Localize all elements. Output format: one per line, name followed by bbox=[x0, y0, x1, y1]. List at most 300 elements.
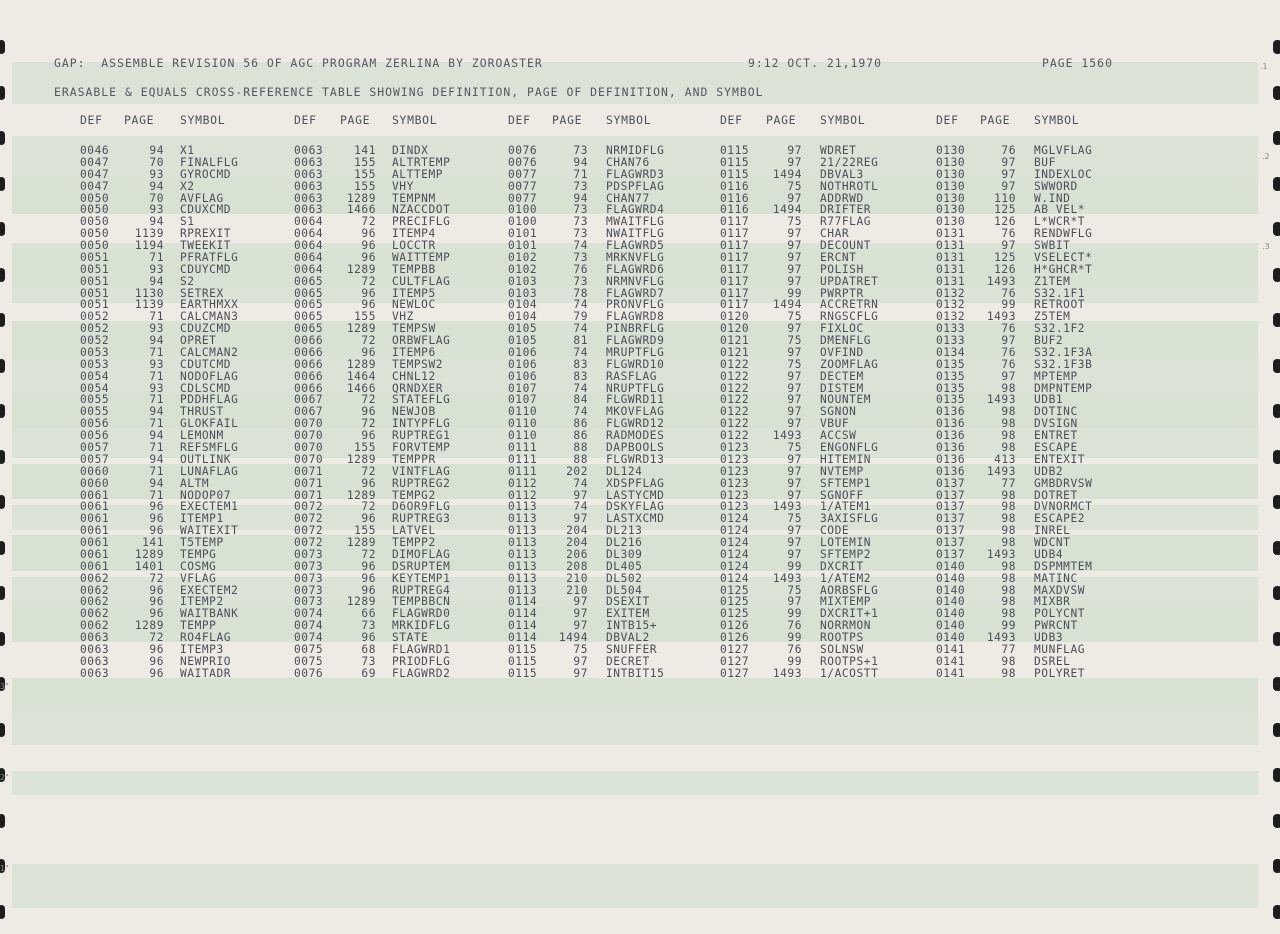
symbol-name: SFTEMP2 bbox=[820, 547, 872, 561]
symbol-name: MPTEMP bbox=[1034, 369, 1078, 383]
symbol-name: 21/22REG bbox=[820, 155, 879, 169]
def-address: 0073 bbox=[294, 559, 324, 573]
def-address: 0121 bbox=[720, 334, 750, 348]
definition-page: 94 bbox=[149, 215, 164, 229]
def-address: 0127 bbox=[720, 642, 750, 656]
def-address: 0113 bbox=[508, 500, 538, 514]
symbol-name: QRNDXER bbox=[392, 381, 444, 395]
symbol-name: SWWORD bbox=[1034, 179, 1078, 193]
feed-hole bbox=[0, 268, 5, 282]
def-address: 0137 bbox=[936, 488, 966, 502]
definition-page: 210 bbox=[566, 583, 588, 597]
definition-page: 98 bbox=[1001, 595, 1016, 609]
symbol-name: NOUNTEM bbox=[820, 393, 872, 407]
symbol-name: REFSMFLG bbox=[180, 441, 239, 454]
symbol-name: VFLAG bbox=[180, 571, 217, 585]
symbol-name: AB VEL* bbox=[1034, 203, 1086, 217]
definition-page: 1494 bbox=[772, 298, 802, 312]
def-address: 0064 bbox=[294, 227, 324, 241]
def-address: 0050 bbox=[80, 203, 110, 217]
symbol-name: DSKYFLAG bbox=[606, 500, 665, 514]
symbol-name: S1 bbox=[180, 215, 195, 229]
def-address: 0122 bbox=[720, 429, 750, 443]
symbol-name: RENDWFLG bbox=[1034, 227, 1093, 241]
def-address: 0137 bbox=[936, 512, 966, 526]
definition-page: 97 bbox=[1001, 155, 1016, 169]
def-address: 0060 bbox=[80, 464, 110, 478]
definition-page: 81 bbox=[573, 334, 588, 348]
def-address: 0124 bbox=[720, 536, 750, 550]
definition-page: 72 bbox=[361, 500, 376, 514]
symbol-name: NZACCDOT bbox=[392, 203, 451, 217]
def-address: 0074 bbox=[294, 607, 324, 621]
definition-page: 1130 bbox=[134, 286, 164, 300]
def-address: 0046 bbox=[80, 144, 110, 157]
symbol-name: DAPBOOLS bbox=[606, 441, 665, 454]
definition-page: 98 bbox=[1001, 559, 1016, 573]
symbol-name: TEMPG2 bbox=[392, 488, 436, 502]
symbol-name: MGLVFLAG bbox=[1034, 144, 1093, 157]
def-address: 0104 bbox=[508, 310, 538, 324]
definition-page: 75 bbox=[787, 179, 802, 193]
margin-mark: 2" bbox=[0, 773, 9, 782]
def-address: 0070 bbox=[294, 417, 324, 431]
definition-page: 71 bbox=[149, 345, 164, 359]
definition-page: 99 bbox=[787, 607, 802, 621]
def-address: 0126 bbox=[720, 631, 750, 645]
def-address: 0056 bbox=[80, 417, 110, 431]
definition-page: 75 bbox=[787, 441, 802, 454]
symbol-name: LASTXCMD bbox=[606, 512, 665, 526]
definition-page: 94 bbox=[149, 476, 164, 490]
def-address: 0113 bbox=[508, 536, 538, 550]
symbol-name: INTB15+ bbox=[606, 619, 658, 633]
def-address: 0124 bbox=[720, 524, 750, 538]
definition-page: 74 bbox=[573, 322, 588, 336]
definition-page: 1493 bbox=[986, 631, 1016, 645]
def-address: 0134 bbox=[936, 345, 966, 359]
def-address: 0071 bbox=[294, 464, 324, 478]
symbol-name: WAITTEMP bbox=[392, 250, 451, 264]
symbol-name: CDUZCMD bbox=[180, 322, 232, 336]
feed-hole bbox=[1273, 586, 1280, 600]
def-address: 0072 bbox=[294, 536, 324, 550]
definition-page: 88 bbox=[573, 452, 588, 466]
def-address: 0066 bbox=[294, 357, 324, 371]
definition-page: 84 bbox=[573, 393, 588, 407]
def-address: 0140 bbox=[936, 571, 966, 585]
def-address: 0053 bbox=[80, 345, 110, 359]
definition-page: 71 bbox=[149, 464, 164, 478]
definition-page: 97 bbox=[787, 452, 802, 466]
def-address: 0074 bbox=[294, 631, 324, 645]
symbol-name: FLAGWRD0 bbox=[392, 607, 451, 621]
def-address: 0067 bbox=[294, 405, 324, 419]
definition-page: 96 bbox=[149, 607, 164, 621]
column-header-page: PAGE bbox=[766, 113, 797, 127]
def-address: 0130 bbox=[936, 215, 966, 229]
symbol-name: LUNAFLAG bbox=[180, 464, 239, 478]
def-address: 0131 bbox=[936, 274, 966, 288]
def-address: 0050 bbox=[80, 215, 110, 229]
definition-page: 98 bbox=[1001, 536, 1016, 550]
def-address: 0060 bbox=[80, 476, 110, 490]
def-address: 0100 bbox=[508, 215, 538, 229]
symbol-name: DOTRET bbox=[1034, 488, 1078, 502]
def-address: 0105 bbox=[508, 322, 538, 336]
definition-page: 99 bbox=[1001, 619, 1016, 633]
symbol-name: SETREX bbox=[180, 286, 224, 300]
def-address: 0137 bbox=[936, 536, 966, 550]
def-address: 0125 bbox=[720, 595, 750, 609]
def-address: 0122 bbox=[720, 381, 750, 395]
def-address: 0052 bbox=[80, 322, 110, 336]
symbol-name: VSELECT* bbox=[1034, 250, 1093, 264]
definition-page: 1493 bbox=[986, 393, 1016, 407]
def-address: 0055 bbox=[80, 393, 110, 407]
def-address: 0130 bbox=[936, 167, 966, 181]
definition-page: 94 bbox=[149, 144, 164, 157]
definition-page: 73 bbox=[361, 619, 376, 633]
definition-page: 1493 bbox=[986, 547, 1016, 561]
definition-page: 69 bbox=[361, 666, 376, 680]
symbol-name: NRUPTFLG bbox=[606, 381, 665, 395]
symbol-name: S32.1F1 bbox=[1034, 286, 1086, 300]
symbol-name: INDEXLOC bbox=[1034, 167, 1093, 181]
column-header-page: PAGE bbox=[552, 113, 583, 127]
definition-page: 70 bbox=[149, 191, 164, 205]
def-address: 0051 bbox=[80, 262, 110, 276]
symbol-name: S2 bbox=[180, 274, 195, 288]
definition-page: 72 bbox=[361, 274, 376, 288]
def-address: 0065 bbox=[294, 286, 324, 300]
def-address: 0111 bbox=[508, 464, 538, 478]
definition-page: 74 bbox=[573, 239, 588, 253]
symbol-name: GLOKFAIL bbox=[180, 417, 239, 431]
symbol-name: BUF2 bbox=[1034, 334, 1064, 348]
definition-page: 96 bbox=[361, 583, 376, 597]
def-address: 0065 bbox=[294, 310, 324, 324]
def-address: 0132 bbox=[936, 310, 966, 324]
definition-page: 96 bbox=[361, 250, 376, 264]
definition-page: 71 bbox=[149, 369, 164, 383]
definition-page: 1493 bbox=[986, 464, 1016, 478]
symbol-name: PRONVFLG bbox=[606, 298, 665, 312]
symbol-name: WDRET bbox=[820, 144, 857, 157]
symbol-name: ESCAPE bbox=[1034, 441, 1078, 454]
def-address: 0106 bbox=[508, 345, 538, 359]
def-address: 0113 bbox=[508, 524, 538, 538]
feed-hole bbox=[1273, 814, 1280, 828]
feed-hole bbox=[1273, 905, 1280, 919]
definition-page: 141 bbox=[142, 536, 164, 550]
definition-page: 73 bbox=[573, 250, 588, 264]
definition-page: 202 bbox=[566, 464, 588, 478]
definition-page: 74 bbox=[573, 298, 588, 312]
feed-hole bbox=[0, 131, 5, 145]
definition-page: 70 bbox=[149, 155, 164, 169]
definition-page: 71 bbox=[149, 441, 164, 454]
def-address: 0106 bbox=[508, 357, 538, 371]
def-address: 0141 bbox=[936, 642, 966, 656]
symbol-name: ROOTPS bbox=[820, 631, 864, 645]
definition-page: 94 bbox=[149, 179, 164, 193]
def-address: 0123 bbox=[720, 452, 750, 466]
def-address: 0116 bbox=[720, 191, 750, 205]
definition-page: 96 bbox=[149, 654, 164, 668]
def-address: 0066 bbox=[294, 369, 324, 383]
column-header-page: PAGE bbox=[340, 113, 371, 127]
symbol-name: POLYRET bbox=[1034, 666, 1086, 680]
definition-page: 76 bbox=[1001, 345, 1016, 359]
definition-page: 72 bbox=[361, 417, 376, 431]
def-address: 0065 bbox=[294, 298, 324, 312]
definition-page: 204 bbox=[566, 524, 588, 538]
def-address: 0127 bbox=[720, 666, 750, 680]
def-address: 0122 bbox=[720, 405, 750, 419]
symbol-name: UDB2 bbox=[1034, 464, 1064, 478]
definition-page: 1289 bbox=[346, 595, 376, 609]
symbol-name: FINALFLG bbox=[180, 155, 239, 169]
symbol-name: UDB4 bbox=[1034, 547, 1064, 561]
def-address: 0115 bbox=[720, 155, 750, 169]
column-header-symbol: SYMBOL bbox=[392, 113, 438, 127]
definition-page: 97 bbox=[573, 595, 588, 609]
definition-page: 98 bbox=[1001, 405, 1016, 419]
symbol-name: ITEMP5 bbox=[392, 286, 436, 300]
symbol-name: FLAGWRD4 bbox=[606, 203, 665, 217]
def-address: 0056 bbox=[80, 429, 110, 443]
def-address: 0114 bbox=[508, 631, 538, 645]
def-address: 0124 bbox=[720, 547, 750, 561]
definition-page: 72 bbox=[149, 571, 164, 585]
feed-hole bbox=[1273, 768, 1280, 782]
margin-mark: 3" bbox=[0, 682, 9, 691]
definition-page: 155 bbox=[354, 524, 376, 538]
definition-page: 73 bbox=[573, 215, 588, 229]
definition-page: 83 bbox=[573, 357, 588, 371]
symbol-name: MIXBR bbox=[1034, 595, 1071, 609]
definition-page: 208 bbox=[566, 559, 588, 573]
def-address: 0047 bbox=[80, 167, 110, 181]
feed-hole bbox=[0, 723, 5, 737]
definition-page: 98 bbox=[1001, 571, 1016, 585]
symbol-name: SGNOFF bbox=[820, 488, 864, 502]
def-address: 0072 bbox=[294, 512, 324, 526]
def-address: 0075 bbox=[294, 642, 324, 656]
symbol-name: NODOP07 bbox=[180, 488, 232, 502]
symbol-name: SFTEMP1 bbox=[820, 476, 872, 490]
assembly-title: GAP: ASSEMBLE REVISION 56 OF AGC PROGRAM ZERLINA BY ZOROASTER bbox=[54, 56, 543, 70]
symbol-name: NOTHROTL bbox=[820, 179, 879, 193]
feed-hole bbox=[0, 177, 5, 191]
feed-hole bbox=[0, 86, 5, 100]
definition-page: 73 bbox=[573, 144, 588, 157]
def-address: 0101 bbox=[508, 239, 538, 253]
symbol-name: ITEMP1 bbox=[180, 512, 224, 526]
definition-page: 97 bbox=[1001, 167, 1016, 181]
def-address: 0122 bbox=[720, 417, 750, 431]
feed-hole bbox=[1273, 131, 1280, 145]
def-address: 0050 bbox=[80, 191, 110, 205]
def-address: 0107 bbox=[508, 393, 538, 407]
definition-page: 97 bbox=[1001, 179, 1016, 193]
def-address: 0077 bbox=[508, 179, 538, 193]
def-address: 0130 bbox=[936, 179, 966, 193]
feed-hole bbox=[0, 359, 5, 373]
def-address: 0063 bbox=[80, 666, 110, 680]
symbol-name: ORBWFLAG bbox=[392, 334, 451, 348]
symbol-name: RPREXIT bbox=[180, 227, 232, 241]
def-address: 0062 bbox=[80, 595, 110, 609]
def-address: 0135 bbox=[936, 393, 966, 407]
symbol-name: XDSPFLAG bbox=[606, 476, 665, 490]
definition-page: 206 bbox=[566, 547, 588, 561]
symbol-name: NVTEMP bbox=[820, 464, 864, 478]
definition-page: 75 bbox=[787, 310, 802, 324]
symbol-name: INTBIT15 bbox=[606, 666, 665, 680]
symbol-name: FORVTEMP bbox=[392, 441, 451, 454]
symbol-name: VHY bbox=[392, 179, 414, 193]
feed-hole bbox=[0, 40, 5, 54]
symbol-name: RUPTREG4 bbox=[392, 583, 451, 597]
symbol-name: FLAGWRD5 bbox=[606, 239, 665, 253]
def-address: 0123 bbox=[720, 464, 750, 478]
def-address: 0140 bbox=[936, 559, 966, 573]
symbol-name: CODE bbox=[820, 524, 850, 538]
symbol-name: ENGONFLG bbox=[820, 441, 879, 454]
definition-page: 75 bbox=[787, 334, 802, 348]
definition-page: 98 bbox=[1001, 524, 1016, 538]
definition-page: 97 bbox=[787, 405, 802, 419]
definition-page: 141 bbox=[354, 144, 376, 157]
def-address: 0062 bbox=[80, 619, 110, 633]
symbol-name: SWBIT bbox=[1034, 239, 1071, 253]
definition-page: 97 bbox=[787, 417, 802, 431]
def-address: 0127 bbox=[720, 654, 750, 668]
symbol-name: NORRMON bbox=[820, 619, 872, 633]
definition-page: 71 bbox=[149, 250, 164, 264]
def-address: 0057 bbox=[80, 441, 110, 454]
def-address: 0117 bbox=[720, 250, 750, 264]
def-address: 0104 bbox=[508, 298, 538, 312]
symbol-name: RUPTREG2 bbox=[392, 476, 451, 490]
definition-page: 97 bbox=[787, 369, 802, 383]
symbol-name: WAITADR bbox=[180, 666, 232, 680]
definition-page: 74 bbox=[573, 500, 588, 514]
def-address: 0077 bbox=[508, 191, 538, 205]
symbol-name: CHAR bbox=[820, 227, 850, 241]
def-address: 0047 bbox=[80, 155, 110, 169]
definition-page: 86 bbox=[573, 417, 588, 431]
symbol-name: RADMODES bbox=[606, 429, 665, 443]
definition-page: 97 bbox=[1001, 369, 1016, 383]
def-address: 0141 bbox=[936, 654, 966, 668]
definition-page: 86 bbox=[573, 429, 588, 443]
symbol-name: CALCMAN2 bbox=[180, 345, 239, 359]
definition-page: 72 bbox=[361, 393, 376, 407]
symbol-name: MIXTEMP bbox=[820, 595, 872, 609]
def-address: 0140 bbox=[936, 595, 966, 609]
definition-page: 97 bbox=[787, 464, 802, 478]
symbol-name: 1/ATEM2 bbox=[820, 571, 872, 585]
symbol-name: PWRPTR bbox=[820, 286, 864, 300]
symbol-name: S32.1F3A bbox=[1034, 345, 1093, 359]
definition-page: 1493 bbox=[986, 274, 1016, 288]
def-address: 0132 bbox=[936, 298, 966, 312]
symbol-name: LASTYCMD bbox=[606, 488, 665, 502]
definition-page: 97 bbox=[573, 512, 588, 526]
definition-page: 96 bbox=[361, 298, 376, 312]
feed-hole bbox=[1273, 677, 1280, 691]
def-address: 0114 bbox=[508, 619, 538, 633]
def-address: 0075 bbox=[294, 654, 324, 668]
symbol-name: RASFLAG bbox=[606, 369, 658, 383]
def-address: 0072 bbox=[294, 500, 324, 514]
symbol-name: TEMPSW2 bbox=[392, 357, 444, 371]
def-address: 0136 bbox=[936, 464, 966, 478]
definition-page: 1289 bbox=[346, 322, 376, 336]
definition-page: 88 bbox=[573, 441, 588, 454]
def-address: 0140 bbox=[936, 607, 966, 621]
symbol-name: NWAITFLG bbox=[606, 227, 665, 241]
feed-hole bbox=[0, 814, 5, 828]
symbol-name: ACCRETRN bbox=[820, 298, 879, 312]
symbol-name: UDB1 bbox=[1034, 393, 1064, 407]
definition-page: 93 bbox=[149, 357, 164, 371]
definition-page: 1194 bbox=[134, 239, 164, 253]
definition-page: 98 bbox=[1001, 441, 1016, 454]
symbol-name: Z1TEM bbox=[1034, 274, 1071, 288]
symbol-name: PRIODFLG bbox=[392, 654, 451, 668]
symbol-name: DOTINC bbox=[1034, 405, 1078, 419]
definition-page: 94 bbox=[573, 155, 588, 169]
definition-page: 97 bbox=[787, 144, 802, 157]
definition-page: 99 bbox=[787, 631, 802, 645]
def-address: 0073 bbox=[294, 547, 324, 561]
definition-page: 204 bbox=[566, 536, 588, 550]
symbol-name: ZOOMFLAG bbox=[820, 357, 879, 371]
symbol-name: POLYCNT bbox=[1034, 607, 1086, 621]
def-address: 0061 bbox=[80, 512, 110, 526]
definition-page: 1289 bbox=[346, 536, 376, 550]
symbol-name: 1/ATEM1 bbox=[820, 500, 872, 514]
definition-page: 1289 bbox=[134, 547, 164, 561]
symbol-name: GYROCMD bbox=[180, 167, 232, 181]
symbol-name: DSPMMTEM bbox=[1034, 559, 1093, 573]
def-address: 0141 bbox=[936, 666, 966, 680]
symbol-name: DECTEM bbox=[820, 369, 864, 383]
symbol-name: RUPTREG1 bbox=[392, 429, 451, 443]
symbol-name: LATVEL bbox=[392, 524, 436, 538]
definition-page: 73 bbox=[573, 274, 588, 288]
symbol-name: OUTLINK bbox=[180, 452, 232, 466]
definition-page: 110 bbox=[994, 191, 1016, 205]
definition-page: 97 bbox=[1001, 239, 1016, 253]
symbol-name: ACCSW bbox=[820, 429, 857, 443]
symbol-name: FLAGWRD2 bbox=[392, 666, 451, 680]
def-address: 0117 bbox=[720, 298, 750, 312]
symbol-name: Z5TEM bbox=[1034, 310, 1071, 324]
definition-page: 96 bbox=[149, 583, 164, 597]
def-address: 0131 bbox=[936, 239, 966, 253]
def-address: 0071 bbox=[294, 488, 324, 502]
symbol-name: RETROOT bbox=[1034, 298, 1086, 312]
symbol-name: TEMPBBCN bbox=[392, 595, 451, 609]
definition-page: 97 bbox=[787, 274, 802, 288]
def-address: 0137 bbox=[936, 476, 966, 490]
definition-page: 1289 bbox=[346, 357, 376, 371]
